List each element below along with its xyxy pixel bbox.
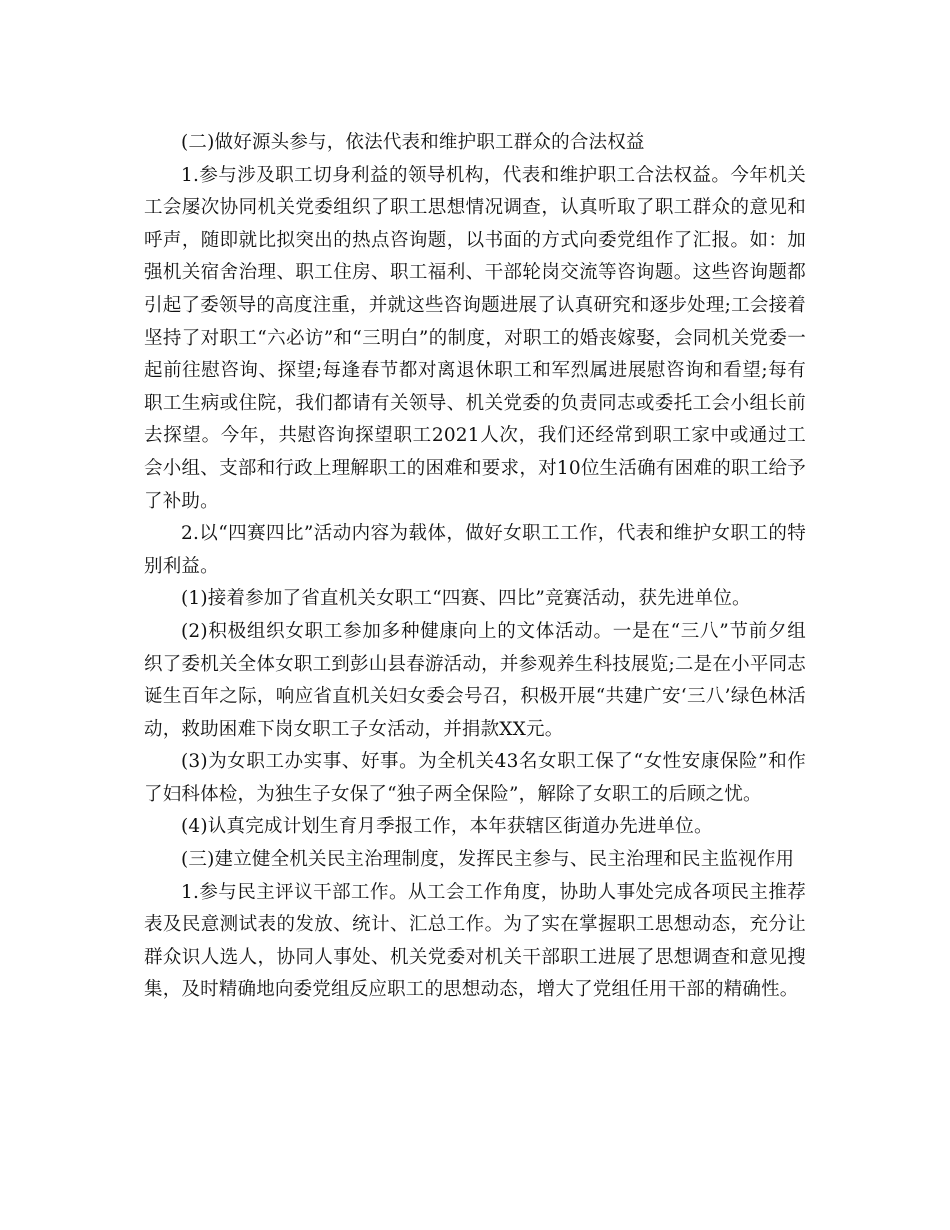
paragraph-item-3-1: 1.参与民主评议干部工作。从工会工作角度，协助人事处完成各项民主推荐表及民意测试表的发放、统计、汇总工作。为了实在掌握职工思想动态，充分让群众识人选人，协同人事处、机关党委对机关干部职工进展了思想调查和意见搜集，及时精确地向委党组反应职工的思想动态，增大了党组任用干部的精确性。 <box>144 881 806 1001</box>
sub-item-1: (1)接着参加了省直机关女职工“四赛、四比”竞赛活动，获先进单位。 <box>181 588 751 610</box>
sub-item-3: (3)为女职工办实事、好事。为全机关43名女职工保了“女性安康保险”和作了妇科体检，为独生子女保了“独子两全保险”，解除了女职工的后顾之忧。 <box>144 751 806 805</box>
section-heading-3: (三)建立健全机关民主治理制度，发挥民主参与、民主治理和民主监视作用 <box>181 849 795 871</box>
sub-item-2: (2)积极组织女职工参加多种健康向上的文体活动。一是在“三八”节前夕组织了委机关全体女职工到彭山县春游活动，并参观养生科技展览;二是在小平同志诞生百年之际，响应省直机关妇女委会号召，积极开展“共建广安‘三八’绿色林活动，救助困难下岗女职工子女活动，并捐款XX元。 <box>144 620 806 740</box>
paragraph-item-1: 1.参与涉及职工切身利益的领导机构，代表和维护职工合法权益。今年机关工会屡次协同机关党委组织了职工思想情况调查，认真听取了职工群众的意见和呼声，随即就比拟突出的热点咨询题，以书面的方式向委党组作了汇报。如：加强机关宿舍治理、职工住房、职工福利、干部轮岗交流等咨询题。这些咨询题都引起了委领导的高度注重，并就这些咨询题进展了认真研究和逐步处理;工会接着坚持了对职工“六必访”和“三明白”的制度，对职工的婚丧嫁娶，会同机关党委一起前往慰咨询、探望;每逢春节都对离退休职工和军烈属进展慰咨询和看望;每有职工生病或住院，我们都请有关领导、机关党委的负责同志或委托工会小组长前去探望。今年，共慰咨询探望职工2021人次，我们还经常到职工家中或通过工会小组、支部和行政上理解职工的困难和要求，对10位生活确有困难的职工给予了补助。 <box>144 164 806 512</box>
paragraph-item-2: 2.以“四赛四比”活动内容为载体，做好女职工工作，代表和维护女职工的特别利益。 <box>144 523 806 577</box>
document-body <box>144 127 806 1007</box>
section-heading-2: (二)做好源头参与，依法代表和维护职工群众的合法权益 <box>181 132 645 153</box>
sub-item-4: (4)认真完成计划生育月季报工作，本年获辖区街道办先进单位。 <box>181 816 713 838</box>
